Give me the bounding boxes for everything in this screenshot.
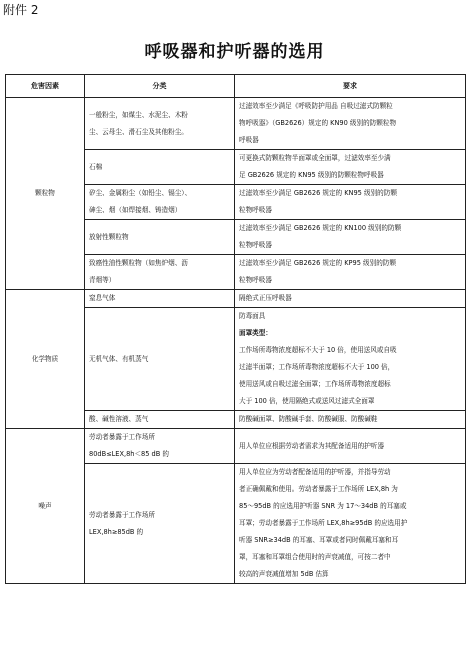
requirement-line: 粒物呼吸器: [239, 206, 272, 214]
requirement-cell: [235, 290, 466, 308]
requirement-line: 听器 SNR≥34dB 的耳塞、耳罩或者同时佩戴耳塞和耳: [239, 536, 399, 544]
class-line: 尘、云母尘、滑石尘及其他粉尘。: [89, 127, 188, 136]
class-cell: [85, 411, 235, 429]
requirement-line: 耳罩；劳动者暴露于工作场所 LEX,8h≥95dB 的应选用护: [239, 519, 408, 527]
class-line: 无机气体、有机蒸气: [89, 354, 149, 363]
requirement-cell: [235, 464, 466, 584]
requirement-line: 足 GB2626 规定的 KN95 级别的防颗粒物呼吸器: [239, 171, 384, 179]
hazard-cell: 化学物质: [6, 290, 85, 429]
class-line: LEX,8h≥85dB 的: [89, 527, 144, 536]
class-line: 酸、碱性溶液、蒸气: [89, 415, 149, 423]
requirement-cell: [235, 98, 466, 150]
class-line: 劳动者暴露于工作场所: [89, 510, 155, 519]
requirement-line: 过滤效率至少满足 GB2626 规定的 KP95 级别的防颗: [239, 259, 396, 267]
class-line: 80dB≤LEX,8h＜85 dB 的: [89, 450, 169, 458]
hazard-cell: 颗粒物: [6, 98, 85, 290]
table-body: [6, 98, 466, 584]
hazard-cell: 噪声: [6, 429, 85, 584]
attachment-label: 附件 2: [3, 3, 39, 17]
class-cell: [85, 220, 235, 255]
class-cell: [85, 429, 235, 464]
requirement-cell: [235, 185, 466, 220]
requirement-line: 呼吸器: [239, 136, 259, 144]
requirement-line: 使用送风或自吸过滤全面罩；工作场所毒物浓度超标: [239, 380, 391, 388]
requirement-line: 粒物呼吸器: [239, 276, 272, 284]
requirement-cell: [235, 150, 466, 185]
class-line: 劳动者暴露于工作场所: [89, 433, 155, 441]
requirement-line: 用人单位应根据劳动者需求为其配备适用的护听器: [239, 441, 385, 450]
class-line: 砷尘、烟（如焊接烟、铸造烟）: [89, 206, 182, 214]
class-line: 石棉: [89, 162, 103, 171]
requirement-line: 大于 100 倍，使用隔绝式或送风过滤式全面罩: [239, 397, 375, 405]
requirement-line: 粒物呼吸器: [239, 241, 272, 249]
requirement-line: 用人单位应为劳动者配备适用的护听器，并指导劳动: [239, 468, 391, 476]
class-line: 致癌性油性颗粒物（如焦炉烟、沥: [89, 259, 188, 267]
requirement-line: 物呼吸器》（GB2626）规定的 KN90 级别的防颗粒物: [239, 119, 397, 127]
table-row: [6, 98, 466, 150]
class-line: 一般粉尘，如煤尘、水泥尘、木粉: [89, 110, 188, 119]
class-cell: [85, 98, 235, 150]
table-header-row: [6, 75, 466, 98]
requirement-line: 者正确佩戴和使用。劳动者暴露于工作场所 LEX,8h 为: [239, 485, 398, 493]
requirement-line: 隔绝式正压呼吸器: [239, 294, 292, 302]
requirement-cell: [235, 308, 466, 411]
table-row: [6, 429, 466, 464]
header-requirement: 要求: [235, 75, 466, 98]
class-line: 窒息气体: [89, 294, 116, 302]
requirement-line: 85～95dB 的应选用护听器 SNR 为 17～34dB 的耳塞或: [239, 502, 407, 510]
selection-table: [5, 74, 466, 584]
requirement-title: 防毒面具: [239, 312, 266, 320]
class-line: 放射性颗粒物: [89, 232, 129, 241]
class-line: 矽尘、金属粉尘（如铅尘、镉尘）、: [89, 189, 192, 197]
requirement-line: 工作场所毒物浓度超标不大于 10 倍，使用送风或自吸: [239, 346, 397, 354]
requirement-line: 过滤效率至少满足 GB2626 规定的 KN95 级别的防颗: [239, 189, 397, 197]
class-line: 青烟等）: [89, 276, 116, 284]
table-row: [6, 290, 466, 308]
class-cell: [85, 150, 235, 185]
class-cell: [85, 308, 235, 411]
requirement-subtitle: 面罩类型：: [239, 329, 272, 337]
requirement-line: 过滤效率至少满足 GB2626 规定的 KN100 级别的防颗: [239, 224, 402, 232]
header-class: 分类: [85, 75, 235, 98]
class-cell: [85, 255, 235, 290]
requirement-cell: [235, 220, 466, 255]
requirement-cell: [235, 429, 466, 464]
requirement-line: 较高的声衰减值增加 5dB 估算: [239, 570, 329, 578]
requirement-line: 可更换式防颗粒物半面罩或全面罩，过滤效率至少满: [239, 154, 391, 162]
header-hazard: 危害因素: [6, 75, 85, 98]
document-title: 呼吸器和护听器的选用: [144, 42, 325, 62]
requirement-line: 罩，耳塞和耳罩组合使用时的声衰减值，可按二者中: [239, 553, 391, 561]
class-cell: [85, 185, 235, 220]
requirement-cell: [235, 411, 466, 429]
requirement-line: 过滤半面罩；工作场所毒物浓度超标不大于 100 倍，: [239, 363, 395, 371]
requirement-line: 过滤效率至少满足《呼吸防护用品 自吸过滤式防颗粒: [239, 102, 393, 110]
requirement-cell: [235, 255, 466, 290]
requirement-line: 防酸碱面罩、防酸碱手套、防酸碱服、防酸碱鞋: [239, 415, 378, 423]
class-cell: [85, 464, 235, 584]
class-cell: [85, 290, 235, 308]
